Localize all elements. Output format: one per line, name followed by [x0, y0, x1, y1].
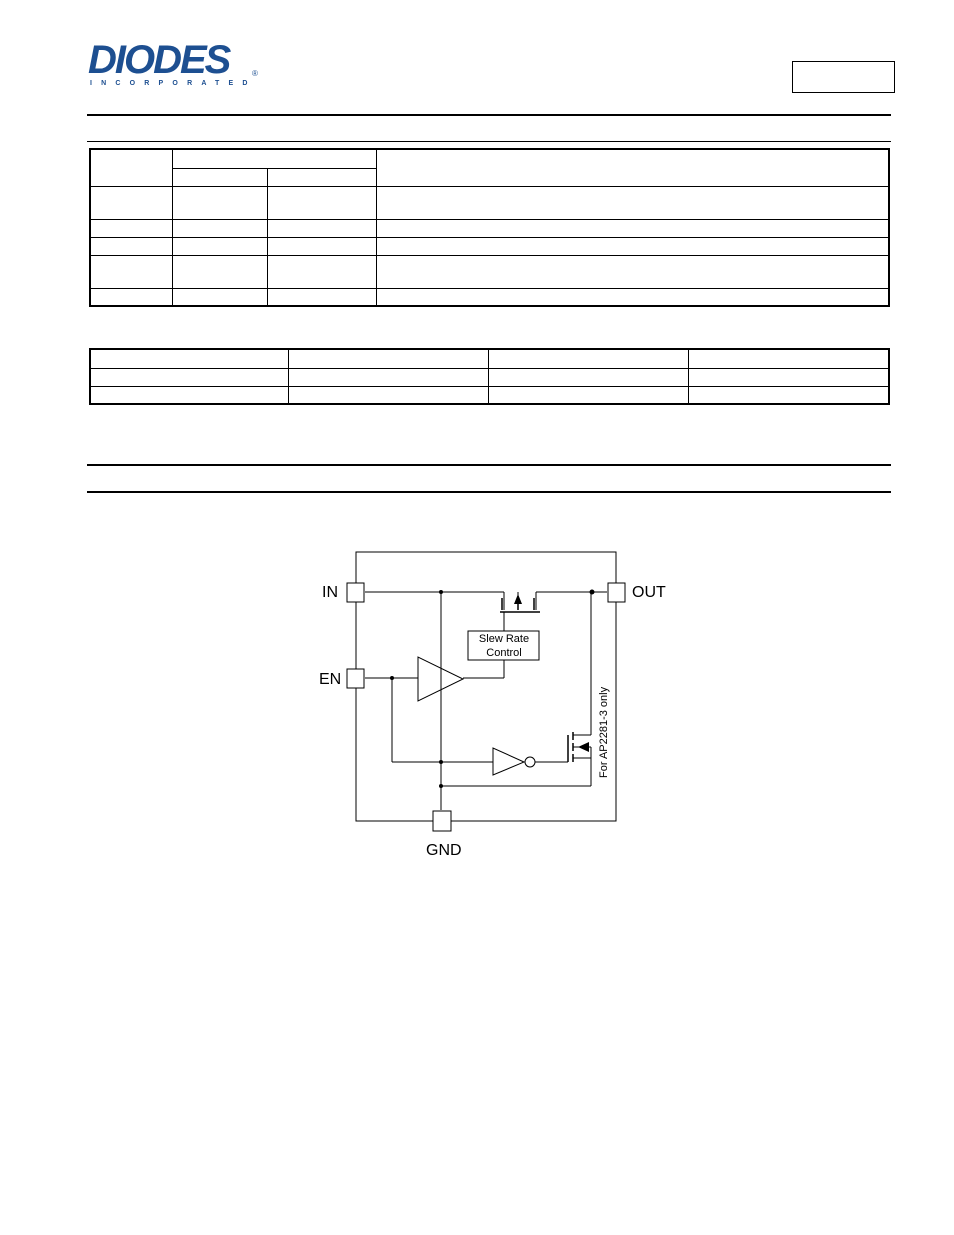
inverter	[493, 748, 524, 775]
discharge-note: For AP2281-3 only	[598, 686, 610, 778]
registered-mark: ®	[252, 69, 258, 78]
table-row	[90, 368, 889, 386]
section-rule-top	[87, 464, 891, 466]
pin-description-table	[89, 148, 890, 307]
table-row	[90, 386, 889, 404]
inverter-bubble	[525, 757, 535, 767]
table-row	[90, 186, 889, 219]
table-cell	[172, 168, 267, 186]
table-cell	[376, 149, 889, 186]
pin-gnd-label: GND	[426, 842, 462, 859]
pin-out-label: OUT	[632, 584, 666, 601]
table-row	[90, 349, 889, 368]
pin-in	[347, 583, 364, 602]
table-row	[90, 237, 889, 255]
part-number-box	[792, 61, 895, 93]
table-cell	[90, 149, 172, 186]
block-diagram	[300, 540, 700, 870]
pin-en-label: EN	[319, 671, 342, 688]
header-rule-thin	[87, 141, 891, 142]
table-row	[90, 255, 889, 288]
section-rule-bottom	[87, 491, 891, 493]
pin-en	[347, 669, 364, 688]
pin-in-label: IN	[322, 584, 338, 601]
table-row	[90, 219, 889, 237]
diodes-logo-subtitle: INCORPORATED	[90, 80, 257, 87]
diodes-logo: DIODES	[88, 38, 230, 82]
slew-rate-label-2: Control	[486, 647, 522, 659]
pin-gnd	[433, 811, 451, 831]
options-table	[89, 348, 890, 405]
table-cell	[172, 149, 376, 168]
header-rule	[87, 114, 891, 116]
table-cell	[267, 168, 376, 186]
slew-rate-label: Slew Rate	[478, 633, 530, 645]
table-row	[90, 288, 889, 306]
pin-out	[608, 583, 625, 602]
